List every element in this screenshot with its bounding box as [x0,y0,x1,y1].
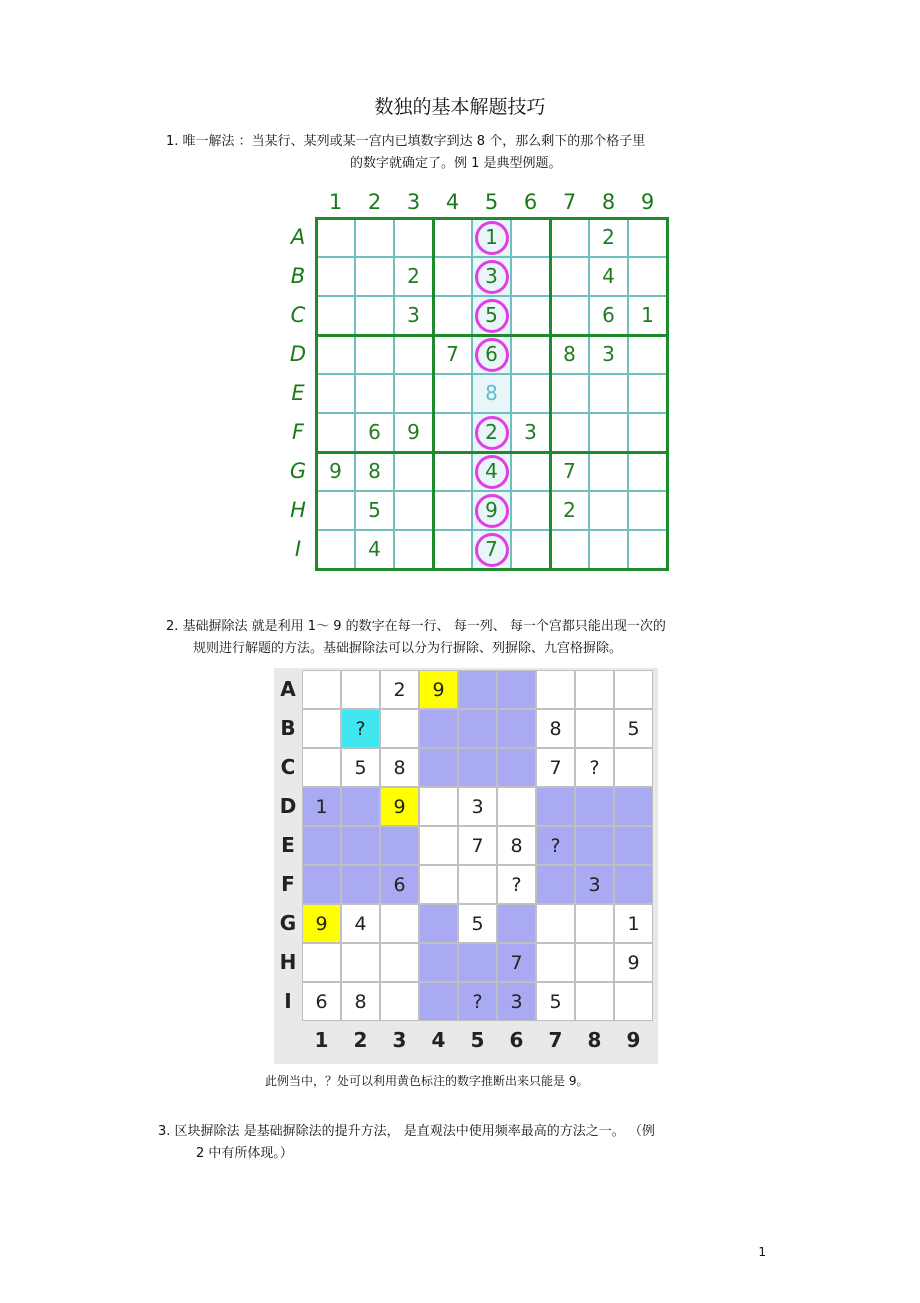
column-label: 1 [314,1028,329,1052]
grid-cell [628,257,667,296]
grid-cell [550,413,589,452]
cell-digit: 9 [329,459,342,483]
cell-digit: 5 [485,303,498,327]
grid-cell: 8 [536,709,575,748]
cell-digit: 8 [368,459,381,483]
row-label: A [290,225,306,249]
grid-cell [511,296,550,335]
grid-cell [536,943,575,982]
cell-digit: 6 [368,420,381,444]
grid-cell [341,826,380,865]
grid-cell [511,257,550,296]
grid-cell: 5 [458,904,497,943]
column-label: 6 [509,1028,524,1052]
grid-cell [497,670,536,709]
box-line [432,217,435,571]
grid-cell: 5 [341,748,380,787]
cell-digit: 2 [602,225,615,249]
grid-cell [628,218,667,257]
grid-cell: 2 [380,670,419,709]
grid-cell [589,374,628,413]
grid-cell [575,943,614,982]
grid-cell: 8 [341,982,380,1021]
grid-cell [628,335,667,374]
grid-cell [316,413,355,452]
grid-cell [355,218,394,257]
grid-cell [341,943,380,982]
grid-cell: 5 [536,982,575,1021]
column-label: 8 [601,190,616,214]
cell-digit: 4 [368,537,381,561]
grid-cell [302,670,341,709]
row-label: D [289,342,307,366]
column-label: 2 [367,190,382,214]
grid-cell: 5 [614,709,653,748]
cell-digit: 3 [602,342,615,366]
cell-digit: 8 [485,381,498,405]
column-label: 4 [445,190,460,214]
grid-cell: 6 [380,865,419,904]
grid-cell [394,374,433,413]
grid-cell [394,218,433,257]
box-line [315,568,669,571]
grid-cell [458,670,497,709]
grid-cell [458,748,497,787]
grid-cell: ? [341,709,380,748]
row-label: F [281,872,295,896]
section2-line1: 2. 基础摒除法 就是利用 1～ 9 的数字在每一行、 每一列、 每一个宫都只能出现一次的 [166,619,666,634]
row-label: A [280,677,296,701]
row-label: C [290,303,306,327]
column-label: 9 [640,190,655,214]
box-line [315,334,669,337]
grid-cell [380,826,419,865]
page-number: 1 [758,1245,766,1259]
grid-cell [550,218,589,257]
example2-caption: 此例当中，？处可以利用黄色标注的数字推断出来只能是 9。 [265,1074,589,1088]
box-line [549,217,552,571]
grid-cell [302,826,341,865]
grid-cell [497,787,536,826]
row-label: E [281,833,295,857]
row-label: C [280,755,296,779]
grid-cell [589,530,628,569]
cell-digit: 9 [485,498,498,522]
row-label: D [279,794,297,818]
grid-cell [550,296,589,335]
cell-digit: 9 [407,420,420,444]
cell-digit: 5 [368,498,381,522]
cell-digit: 2 [485,420,498,444]
grid-cell [394,452,433,491]
grid-cell [419,865,458,904]
grid-cell [302,865,341,904]
cell-digit: 7 [563,459,576,483]
grid-cell [380,982,419,1021]
box-line [315,451,669,454]
grid-cell [628,530,667,569]
column-label: 4 [431,1028,446,1052]
box-line [315,217,669,220]
cell-digit: 7 [485,537,498,561]
grid-cell [433,530,472,569]
grid-cell: ? [458,982,497,1021]
grid-cell [614,748,653,787]
grid-cell [550,530,589,569]
grid-cell [380,904,419,943]
grid-cell: 3 [458,787,497,826]
grid-cell [536,787,575,826]
grid-cell [355,374,394,413]
column-label: 2 [353,1028,368,1052]
grid-cell [433,218,472,257]
grid-cell: 9 [380,787,419,826]
row-label: B [280,716,296,740]
row-label: H [279,950,297,974]
grid-cell [628,491,667,530]
grid-cell [394,335,433,374]
cell-digit: 4 [602,264,615,288]
grid-cell [614,982,653,1021]
grid-cell: ? [536,826,575,865]
page-title: 数独的基本解题技巧 [374,96,546,118]
grid-cell [497,904,536,943]
grid-cell [536,670,575,709]
box-line [315,217,318,571]
grid-cell [419,748,458,787]
grid-cell [316,491,355,530]
grid-cell [575,709,614,748]
grid-cell [511,335,550,374]
grid-cell [575,670,614,709]
grid-cell [511,374,550,413]
grid-cell [575,904,614,943]
grid-cell [380,943,419,982]
grid-cell [497,709,536,748]
column-label: 3 [392,1028,407,1052]
grid-cell [394,530,433,569]
grid-cell [302,748,341,787]
grid-cell [302,709,341,748]
grid-cell [302,943,341,982]
cell-digit: 6 [485,342,498,366]
row-label: G [279,911,297,935]
grid-cell [316,335,355,374]
grid-cell [628,374,667,413]
grid-cell [419,787,458,826]
row-label: G [289,459,307,483]
column-label: 5 [484,190,499,214]
grid-cell [341,787,380,826]
grid-cell [433,374,472,413]
grid-cell: 9 [419,670,458,709]
grid-cell: 9 [302,904,341,943]
grid-cell [355,296,394,335]
grid-cell [614,787,653,826]
grid-cell [433,452,472,491]
grid-cell [316,530,355,569]
grid-cell [628,413,667,452]
grid-cell: 3 [575,865,614,904]
column-label: 6 [523,190,538,214]
cell-digit: 3 [524,420,537,444]
grid-cell: 8 [497,826,536,865]
grid-cell [511,491,550,530]
grid-cell: 7 [458,826,497,865]
grid-cell: ? [575,748,614,787]
grid-cell [458,943,497,982]
grid-cell: 7 [536,748,575,787]
column-label: 5 [470,1028,485,1052]
grid-cell [614,670,653,709]
grid-cell [355,335,394,374]
cell-digit: 2 [407,264,420,288]
grid-cell [433,491,472,530]
column-label: 9 [626,1028,641,1052]
grid-cell [458,865,497,904]
column-label: 8 [587,1028,602,1052]
grid-cell [419,943,458,982]
grid-cell: 1 [302,787,341,826]
grid-cell [316,218,355,257]
row-label: B [290,264,306,288]
grid-cell [419,982,458,1021]
column-label: 3 [406,190,421,214]
row-label: I [284,989,292,1013]
cell-digit: 1 [641,303,654,327]
cell-digit: 8 [563,342,576,366]
grid-cell [550,374,589,413]
grid-cell [550,257,589,296]
grid-cell [511,530,550,569]
cell-digit: 4 [485,459,498,483]
grid-cell [341,865,380,904]
row-label: E [291,381,305,405]
grid-cell: 3 [497,982,536,1021]
row-label: H [290,498,306,522]
grid-cell [419,826,458,865]
grid-cell [433,296,472,335]
section2-line2: 规则进行解题的方法。基础摒除法可以分为行摒除、列摒除、九宫格摒除。 [193,641,623,656]
grid-cell [511,452,550,491]
grid-cell: 4 [341,904,380,943]
grid-cell [394,491,433,530]
grid-cell: 1 [614,904,653,943]
grid-cell [433,413,472,452]
column-label: 7 [548,1028,563,1052]
grid-cell [419,904,458,943]
cell-digit: 3 [485,264,498,288]
row-label: F [291,420,305,444]
cell-digit: 2 [563,498,576,522]
section1-line2: 的数字就确定了。例 1 是典型例题。 [350,156,562,171]
grid-cell: 9 [614,943,653,982]
cell-digit: 6 [602,303,615,327]
grid-cell [316,296,355,335]
row-label: I [294,537,302,561]
section3-line1: 3. 区块摒除法 是基础摒除法的提升方法， 是直观法中使用频率最高的方法之一。 （例 [158,1124,655,1139]
grid-cell [316,257,355,296]
column-label: 1 [328,190,343,214]
grid-cell [341,670,380,709]
grid-cell [458,709,497,748]
grid-cell [614,826,653,865]
grid-cell [419,709,458,748]
grid-cell [380,709,419,748]
grid-cell [536,865,575,904]
grid-cell [628,452,667,491]
grid-cell [511,218,550,257]
grid-cell: ? [497,865,536,904]
grid-cell [355,257,394,296]
grid-cell: 7 [497,943,536,982]
grid-cell [497,748,536,787]
grid-cell [316,374,355,413]
grid-cell [575,826,614,865]
grid-cell [536,904,575,943]
cell-digit: 1 [485,225,498,249]
grid-cell [614,865,653,904]
section1-line1: 1. 唯一解法 ：当某行、某列或某一宫内已填数字到达 8 个，那么剩下的那个格子里 [166,134,646,149]
sudoku-example-2 [274,668,658,1064]
grid-cell [589,413,628,452]
cell-digit: 7 [446,342,459,366]
section3-line2: 2 中有所体现。） [196,1146,293,1161]
grid-cell [433,257,472,296]
grid-cell [589,452,628,491]
grid-cell [575,787,614,826]
grid-cell [575,982,614,1021]
grid-cell [589,491,628,530]
box-line [666,217,669,571]
column-label: 7 [562,190,577,214]
sudoku-example-1 [276,186,684,578]
grid-cell: 8 [380,748,419,787]
cell-digit: 3 [407,303,420,327]
grid-cell: 6 [302,982,341,1021]
